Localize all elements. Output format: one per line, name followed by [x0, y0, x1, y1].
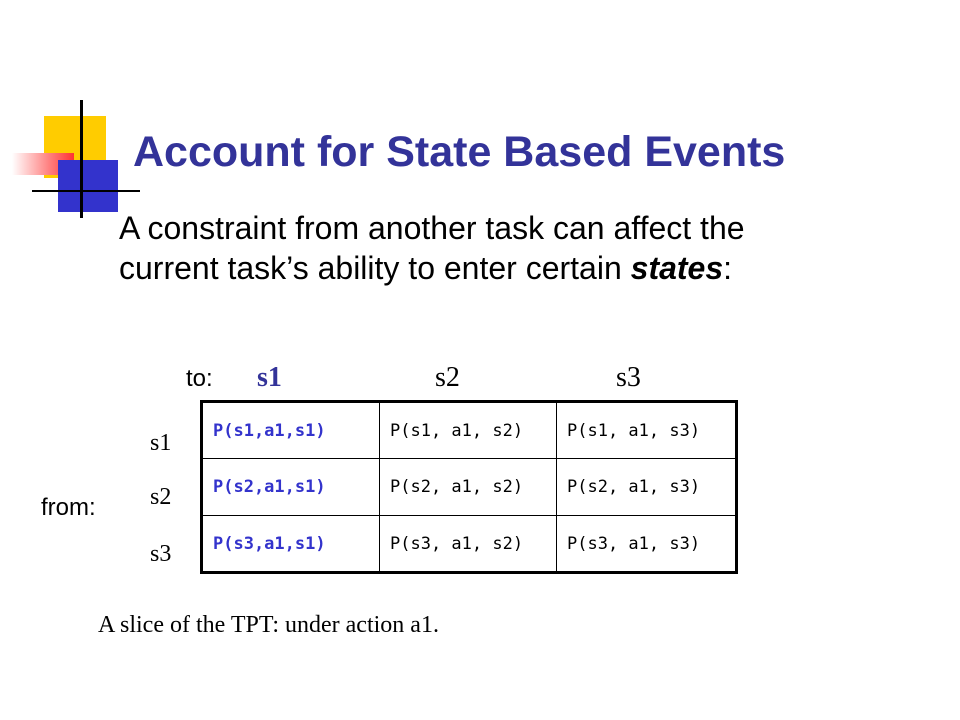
table-row: [202, 459, 737, 516]
column-header-s3: s3: [616, 362, 641, 393]
logo-vertical-line: [80, 100, 83, 218]
table-cell: P(s1, a1, s3): [557, 402, 737, 459]
column-header-s1: s1: [257, 362, 282, 393]
row-header-s3: s3: [150, 541, 172, 567]
table-caption: A slice of the TPT: under action a1.: [98, 612, 439, 638]
transition-probability-table: [200, 400, 738, 574]
column-header-s2: s2: [435, 362, 460, 393]
table-cell: P(s2, a1, s3): [557, 459, 737, 516]
body-text-before: A constraint from another task can affect the current task’s ability to enter certain: [119, 210, 745, 286]
table-row: [202, 402, 737, 459]
body-emphasis: states: [630, 250, 724, 286]
table-cell: P(s2,a1,s1): [202, 459, 380, 516]
slide-title: Account for State Based Events: [133, 128, 786, 176]
logo-horizontal-line: [32, 190, 140, 192]
table-cell: P(s2, a1, s2): [380, 459, 557, 516]
table-cell: P(s3, a1, s3): [557, 516, 737, 573]
table-cell: P(s1,a1,s1): [202, 402, 380, 459]
table-cell: P(s3, a1, s2): [380, 516, 557, 573]
logo-blue-square: [58, 160, 118, 212]
table-row: [202, 516, 737, 573]
row-header-s1: s1: [150, 430, 172, 456]
body-text-after: :: [723, 250, 733, 286]
table-cell: P(s3,a1,s1): [202, 516, 380, 573]
body-paragraph: [119, 208, 819, 288]
row-header-s2: s2: [150, 484, 172, 510]
from-label: from:: [41, 494, 96, 521]
table-cell: P(s1, a1, s2): [380, 402, 557, 459]
to-label: to:: [186, 365, 213, 392]
